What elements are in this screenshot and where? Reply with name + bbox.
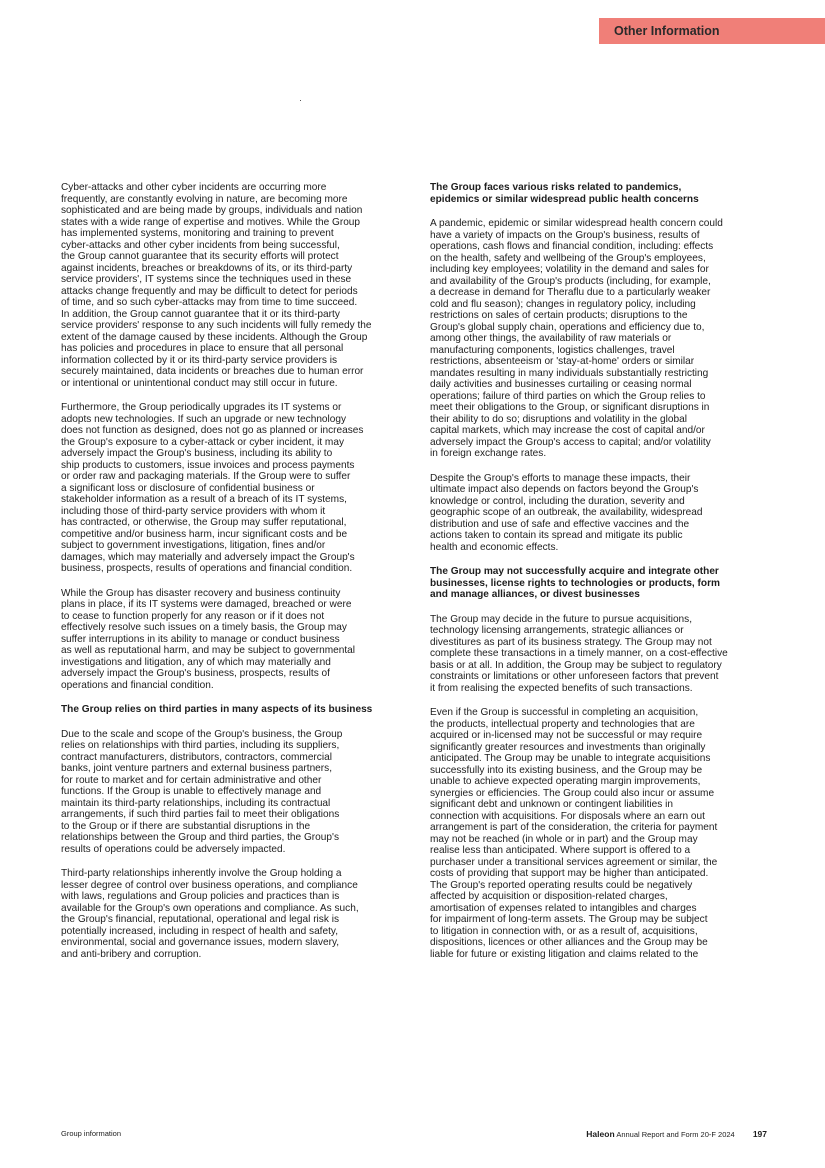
section-heading: The Group faces various risks related to pandemics, epidemics or similar widespread public health concerns xyxy=(430,182,699,205)
footer-brand: Haleon xyxy=(586,1129,615,1139)
section-heading: The Group relies on third parties in many aspects of its business xyxy=(61,704,373,715)
paragraph: Third-party relationships inherently involve the Group holding a lesser degree of control over business operations, and compliance with laws, regulations and Group policies and practices than is available for the Group's own operations and compliance. As such, the Group's financial, reputational, operational and legal risk is potentially increased, including in respect of health and safety, environmental, social and governance issues, modern slavery, and anti-bribery and corruption. xyxy=(61,868,359,960)
paragraph: A pandemic, epidemic or similar widespread health concern could have a variety of impacts on the Group's business, results of operations, cash flows and financial condition, including: effects on the health, safety and wellbeing of the Group's employees, including key employees; volatility in the demand and sales for and availability of the Group's products (including, for example, a decrease in demand for Theraflu due to a particularly weaker cold and flu season); changes in regulatory policy, including restrictions on sales of certain products; disruptions to the Group's global supply chain, operations and efficiency due to, among other things, the availability of raw materials or manufacturing components, logistics challenges, travel restrictions, absenteeism or 'stay-at-home' orders or similar mandates resulting in many individuals substantially restricting daily activities and businesses curtailing or ceasing normal operations; failure of third parties on which the Group relies to meet their obligations to the Group, or significant disruptions in their ability to do so; disruptions and volatility in the global capital markets, which may increase the cost of capital and/or adversely impact the Group's access to capital; and/or volatility in foreign exchange rates. xyxy=(430,218,723,459)
footer-report-info xyxy=(586,1129,767,1140)
footer-report-title: Annual Report and Form 20-F 2024 xyxy=(616,1130,735,1139)
paragraph: Cyber-attacks and other cyber incidents are occurring more frequently, are constantly evolving in nature, are becoming more sophisticated and are being made by groups, individuals and nation states with a wide range of expertise and motives. While the Group has implemented systems, monitoring and training to prevent cyber-attacks and other cyber incidents from being successful, the Group cannot guarantee that its security efforts will protect against incidents, breaches or breakdowns of its, or its third-party service providers', IT systems since the techniques used in these attacks change frequently and may be difficult to detect for periods of time, and so such cyber-attacks may from time to time succeed. In addition, the Group cannot guarantee that it or its third-party service providers' response to any such incidents will fully remedy the extent of the damage caused by these incidents. Although the Group has policies and procedures in place to ensure that all personal information collected by it or its third-party service providers is securely maintained, data incidents or breaches due to human error or intentional or unintentional conduct may still occur in future. xyxy=(61,182,372,389)
paragraph: While the Group has disaster recovery and business continuity plans in place, if its IT systems were damaged, breached or were to cease to function properly for any reason or if it does not effectively resolve such issues on a timely basis, the Group may suffer interruptions in its ability to manage or conduct business as well as reputational harm, and may be subject to governmental investigations and litigation, any of which may materially and adversely impact the Group's business, prospects, results of operations and financial condition. xyxy=(61,587,356,691)
right-column xyxy=(430,182,787,973)
paragraph: Even if the Group is successful in completing an acquisition, the products, intellectual property and technologies that are acquired or in-licensed may not be successful or may require significantly greater resources and investments than originally anticipated. The Group may be unable to integrate acquisitions successfully into its existing business, and the Group may be unable to achieve expected operating margin improvements, synergies or efficiencies. The Group could also incur or assume significant debt and unknown or contingent liabilities in connection with acquisitions. For disposals where an earn out arrangement is part of the consideration, the criteria for payment may not be reached (in whole or in part) and the Group may realise less than anticipated. Where support is offered to a purchaser under a transitional services agreement or similar, the costs of providing that support may be higher than anticipated. The Group's reported operating results could be negatively affected by acquisition or disposition-related charges, amortisation of expenses related to intangibles and charges for impairment of long-term assets. The Group may be subject to litigation in connection with, or as a result of, acquisitions, dispositions, licences or other alliances and the Group may be liable for future or existing litigation and claims related to the xyxy=(430,707,718,960)
stray-mark xyxy=(300,100,301,101)
paragraph: Despite the Group's efforts to manage these impacts, their ultimate impact also depends on factors beyond the Group's knowledge or control, including the duration, severity and geographic scope of an outbreak, the availability, widespread distribution and use of safe and effective vaccines and the actions taken to contain its spread and mitigate its public health and economic effects. xyxy=(430,472,703,553)
paragraph: Furthermore, the Group periodically upgrades its IT systems or adopts new technologies. If such an upgrade or new technology does not function as designed, does not go as planned or increases the Group's exposure to a cyber-attack or cyber incident, it may adversely impact the Group's business, including its ability to ship products to customers, issue invoices and process payments or order raw and packaging materials. If the Group were to suffer a significant loss or disclosure of confidential business or stakeholder information as a result of a breach of its IT systems, including those of third-party service providers with whom it has contracted, or otherwise, the Group may suffer reputational, competitive and/or business harm, incur significant costs and be subject to government investigations, litigation, fines and/or damages, which may materially and adversely impact the Group's business, prospects, results of operations and financial condition. xyxy=(61,402,364,574)
paragraph: Due to the scale and scope of the Group's business, the Group relies on relationships with third parties, including its suppliers, contract manufacturers, distributors, contractors, commercial banks, joint venture partners and external business partners, for route to market and for certain administrative and other functions. If the Group is unable to effectively manage and maintain its third-party relationships, including its contractual arrangements, if such third parties fail to meet their obligations to the Group or if there are substantial disruptions in the relationships between the Group and third parties, the Group's results of operations could be adversely impacted. xyxy=(61,728,343,855)
section-tab: Other Information xyxy=(599,18,825,44)
left-column xyxy=(61,182,418,973)
footer-section-label: Group information xyxy=(61,1129,122,1138)
paragraph: The Group may decide in the future to pursue acquisitions, technology licensing arrangements, strategic alliances or divestitures as part of its business strategy. The Group may not complete these transactions in a timely manner, on a cost-effective basis or at all. In addition, the Group may be subject to regulatory constraints or limitations or other unforeseen factors that prevent it from realising the expected benefits of such transactions. xyxy=(430,613,728,694)
page-number: 197 xyxy=(752,1129,767,1139)
section-heading: The Group may not successfully acquire and integrate other businesses, license rights to technologies or products, form and manage alliances, or divest businesses xyxy=(430,566,720,600)
